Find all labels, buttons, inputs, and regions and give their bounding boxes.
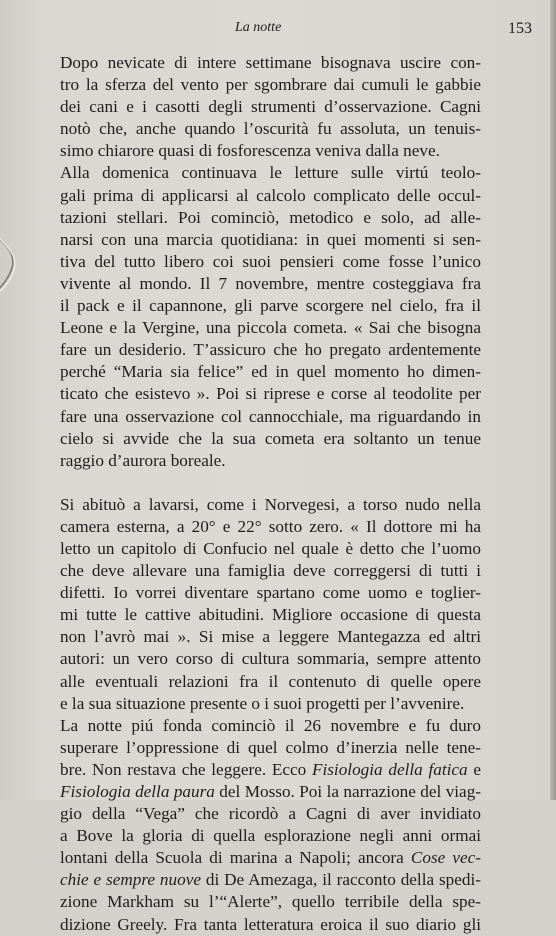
text-fragment: e <box>467 759 481 779</box>
text-line: vivente al mondo. Il 7 novembre, mentre costeggiava fra <box>60 273 481 293</box>
text-line: superare l’oppressione di quel colmo d’inerzia nelle tene- <box>60 737 481 757</box>
text-line: autori: un vero corso di cultura sommaria, sempre attento <box>60 649 481 669</box>
text-line: La notte piú fonda cominciò il 26 novembre e fu duro <box>60 715 481 735</box>
text-line <box>60 759 481 781</box>
text-line: che deve allevare una famiglia deve correggersi di tutti i <box>60 561 481 581</box>
text-line: simo chiarore quasi di fosforescenza veniva dalla neve. <box>60 141 440 161</box>
text-fragment: bre. Non restava che leggere. Ecco <box>60 759 312 779</box>
text-line <box>60 869 481 891</box>
text-line <box>60 847 481 869</box>
text-line: a Bove la gloria di quella esplorazione negli anni ormai <box>60 826 481 846</box>
book-title-cose-cont: chie e sempre nuove <box>60 870 201 890</box>
text-line: e la sua situazione presente o i suoi progetti per l’avvenire. <box>60 693 465 713</box>
text-line: tro la sferza del vento per sgombrare dai cumuli le gabbie <box>60 75 481 95</box>
text-line: ticato che esistevo ». Poi si riprese e corse al teodolite per <box>60 384 481 404</box>
text-line: fare una osservazione col cannocchiale, ma riguardando in <box>60 406 481 426</box>
text-line: camera esterna, a 20° e 22° sotto zero. « Il dottore mi ha <box>60 516 481 536</box>
text-line: perché “Maria sia felice” ed in quel momento ho dimen- <box>60 362 481 382</box>
text-line: gali prima di applicarsi al calcolo complicato delle occul- <box>60 185 481 205</box>
text-line: difetti. Io vorrei diventare spartano come uomo e toglier- <box>60 583 481 603</box>
book-title-cose: Cose vec- <box>410 848 481 868</box>
body-text <box>60 52 481 936</box>
text-line: alle eventuali relazioni fra il contenuto di quelle opere <box>60 671 481 691</box>
text-line: letto un capitolo di Confucio nel quale è detto che l’uomo <box>60 538 481 558</box>
text-line: tiva del tutto libero coi suoi pensieri come fosse l’unico <box>60 251 481 271</box>
page-number: 153 <box>508 20 532 37</box>
text-line: notò che, anche quando l’oscurità fu assoluta, un tenuis- <box>60 119 481 139</box>
running-title: La notte <box>235 20 282 35</box>
text-line: Alla domenica continuava le letture sulle virtú teolo- <box>60 163 481 183</box>
text-line: Leone e la Vergine, una piccola cometa. « Sai che bisogna <box>60 318 481 338</box>
book-title-paura: Fisiologia della paura <box>60 782 215 801</box>
text-line: cielo si avvide che la sua cometa era soltanto un tenue <box>60 428 481 448</box>
text-fragment: lontani della Scuola di marina a Napoli; ancora <box>60 848 411 868</box>
text-line: fare un desiderio. T’assicuro che ho pregato ardentemente <box>60 340 481 360</box>
text-line: gio della “Vega” che ricordò a Cagni di aver invidiato <box>60 804 481 824</box>
section-break <box>60 472 481 494</box>
text-line: Si abituò a lavarsi, come i Norvegesi, a torso nudo nella <box>60 494 481 514</box>
text-line <box>60 781 481 803</box>
text-line: dei cani e i casotti degli strumenti d’osservazione. Cagni <box>60 97 481 117</box>
text-line: tazioni stellari. Poi cominciò, metodico e solo, ad alle- <box>60 207 481 227</box>
text-fragment: di De Amezaga, il racconto della spedi- <box>200 870 481 890</box>
text-line: narsi con una marcia quotidiana: in quei momenti si sen- <box>60 229 481 249</box>
text-line: dizione Greely. Fra tanta letteratura eroica il suo diario gli <box>60 914 481 934</box>
text-line: raggio d’aurora boreale. <box>60 450 226 470</box>
text-line: il pack e il capannone, gli parve scorgere nel cielo, fra il <box>60 296 481 316</box>
text-line: Dopo nevicate di intere settimane bisognava uscire con- <box>60 53 481 72</box>
text-line: non l’avrò mai ». Si mise a leggere Mantegazza ed altri <box>60 627 481 647</box>
text-line: zione Markham su l’“Alerte”, quello terribile della spe- <box>60 892 481 912</box>
running-head <box>0 20 556 40</box>
book-title-fatica: Fisiologia della fatica <box>311 759 468 779</box>
text-line: mi tutte le cattive abitudini. Migliore occasione di questa <box>60 605 481 625</box>
text-fragment: del Mosso. Poi la narrazione del viag- <box>214 782 482 801</box>
ribbon-bookmark-icon <box>0 232 24 294</box>
page-edge <box>550 0 556 800</box>
